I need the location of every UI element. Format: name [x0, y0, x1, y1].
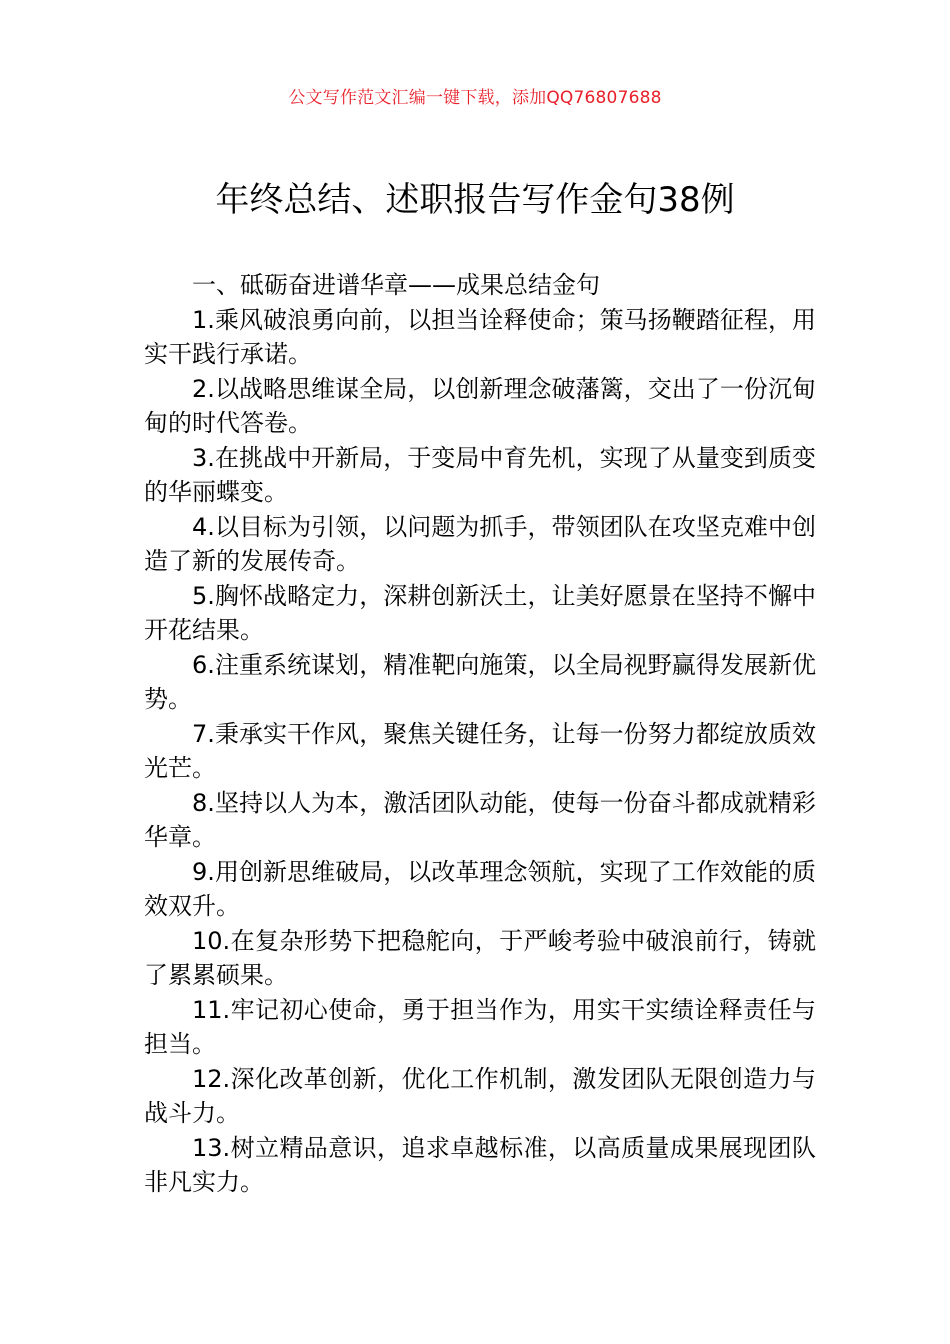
section-heading: 一、砥砺奋进谱华章——成果总结金句 [192, 271, 600, 299]
list-item: 10.在复杂形势下把稳舵向，于严峻考验中破浪前行，铸就了累累硕果。 [144, 926, 816, 989]
list-item: 11.牢记初心使命，勇于担当作为，用实干实绩诠释责任与担当。 [144, 995, 816, 1058]
list-item: 13.树立精品意识，追求卓越标准，以高质量成果展现团队非凡实力。 [144, 1133, 816, 1196]
list-item: 12.深化改革创新，优化工作机制，激发团队无限创造力与战斗力。 [144, 1064, 816, 1127]
list-item: 4.以目标为引领，以问题为抓手，带领团队在攻坚克难中创造了新的发展传奇。 [144, 512, 816, 575]
document-body [144, 268, 816, 1200]
list-item: 1.乘风破浪勇向前，以担当诠释使命；策马扬鞭踏征程，用实干践行承诺。 [144, 305, 816, 368]
download-banner: 公文写作范文汇编一键下载，添加QQ76807688 [288, 88, 662, 108]
list-item: 2.以战略思维谋全局，以创新理念破藩篱，交出了一份沉甸甸的时代答卷。 [144, 374, 816, 437]
list-item: 9.用创新思维破局，以改革理念领航，实现了工作效能的质效双升。 [144, 857, 816, 920]
list-item: 5.胸怀战略定力，深耕创新沃土，让美好愿景在坚持不懈中开花结果。 [144, 581, 816, 644]
list-item: 3.在挑战中开新局，于变局中育先机，实现了从量变到质变的华丽蝶变。 [144, 443, 816, 506]
list-item: 6.注重系统谋划，精准靶向施策，以全局视野赢得发展新优势。 [144, 650, 816, 713]
list-item: 7.秉承实干作风，聚焦关键任务，让每一份努力都绽放质效光芒。 [144, 719, 816, 782]
list-item: 8.坚持以人为本，激活团队动能，使每一份奋斗都成就精彩华章。 [144, 788, 816, 851]
document-title: 年终总结、述职报告写作金句38例 [215, 180, 735, 220]
